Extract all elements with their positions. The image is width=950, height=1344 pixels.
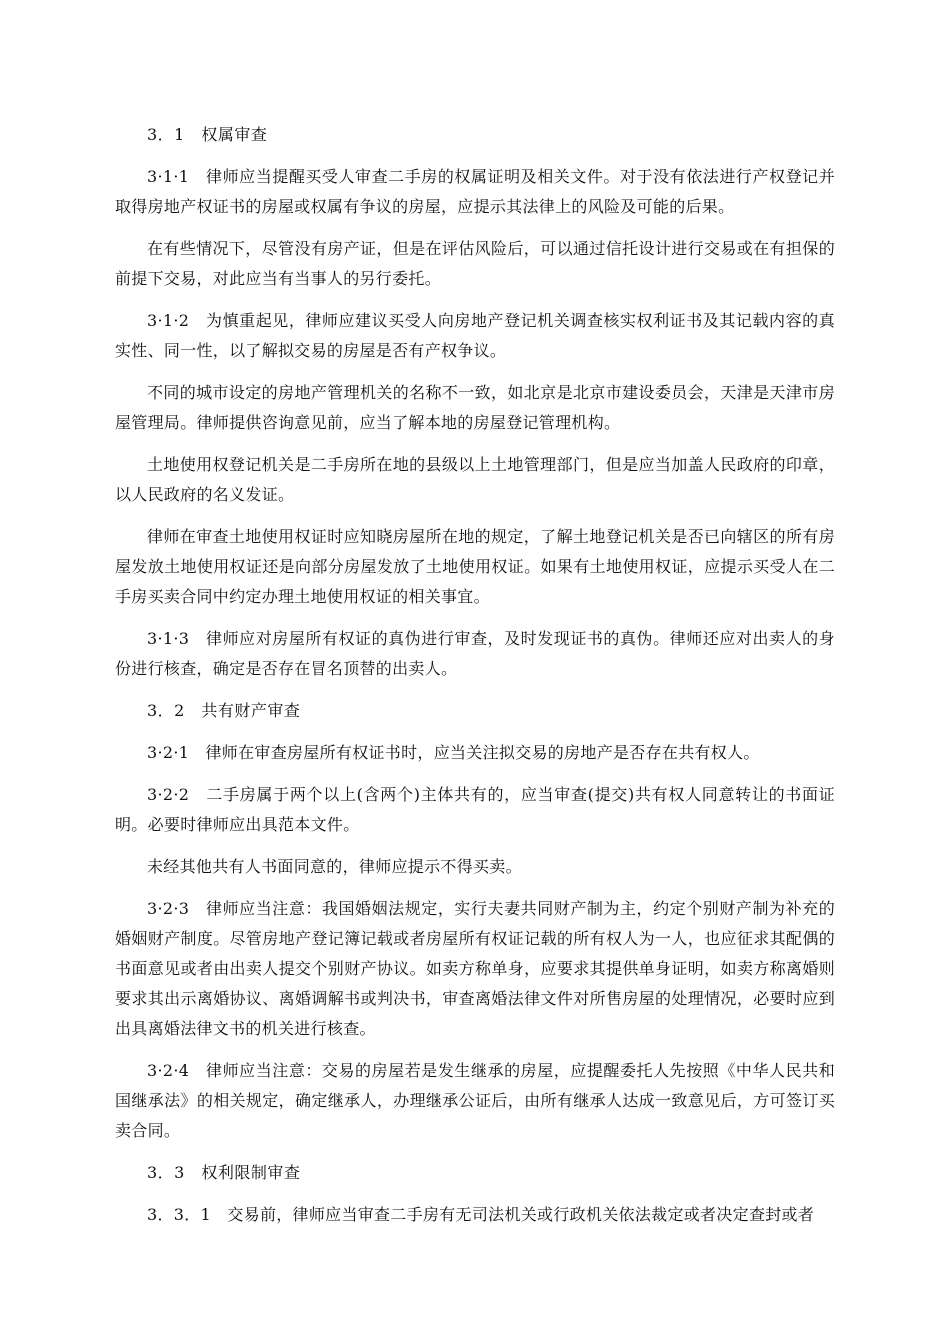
- paragraph: 3·2·1 律师在审查房屋所有权证书时，应当关注拟交易的房地产是否存在共有权人。: [147, 743, 760, 762]
- paragraph: 3．3．1 交易前，律师应当审查二手房有无司法机关或行政机关依法裁定或者决定查封或者: [147, 1205, 815, 1224]
- paragraph: 3·1·1 律师应当提醒买受人审查二手房的权属证明及相关文件。对于没有依法进行产权登记并取得房地产权证书的房屋或权属有争议的房屋，应提示其法律上的风险及可能的后果。: [115, 167, 835, 216]
- paragraph: 未经其他共有人书面同意的，律师应提示不得买卖。: [147, 857, 522, 876]
- paragraph: 3·1·2 为慎重起见，律师应建议买受人向房地产登记机关调查核实权利证书及其记载内容的真实性、同一性，以了解拟交易的房屋是否有产权争议。: [115, 311, 835, 360]
- section-heading: 3．3 权利限制审查: [147, 1163, 301, 1182]
- document-body: [115, 120, 835, 1242]
- paragraph: 3·1·3 律师应对房屋所有权证的真伪进行审查，及时发现证书的真伪。律师还应对出卖人的身份进行核查，确定是否存在冒名顶替的出卖人。: [115, 629, 835, 678]
- paragraph: 3·2·4 律师应当注意：交易的房屋若是发生继承的房屋，应提醒委托人先按照《中华人民共和国继承法》的相关规定，确定继承人，办理继承公证后，由所有继承人达成一致意见后，方可签订买卖合同。: [115, 1061, 835, 1140]
- section-heading: 3．2 共有财产审查: [147, 701, 301, 720]
- paragraph: 律师在审查土地使用权证时应知晓房屋所在地的规定，了解土地登记机关是否已向辖区的所有房屋发放土地使用权证还是向部分房屋发放了土地使用权证。如果有土地使用权证，应提示买受人在二手房买卖合同中约定办理土地使用权证的相关事宜。: [115, 527, 835, 606]
- paragraph: 3·2·3 律师应当注意：我国婚姻法规定，实行夫妻共同财产制为主，约定个别财产制为补充的婚姻财产制度。尽管房地产登记簿记载或者房屋所有权证记载的所有权人为一人，也应征求其配偶的书面意见或者由出卖人提交个别财产协议。如卖方称单身，应要求其提供单身证明，如卖方称离婚则要求其出示离婚协议、离婚调解书或判决书，审查离婚法律文件对所售房屋的处理情况，必要时应到出具离婚法律文书的机关进行核查。: [115, 899, 835, 1038]
- paragraph: 在有些情况下，尽管没有房产证，但是在评估风险后，可以通过信托设计进行交易或在有担保的前提下交易，对此应当有当事人的另行委托。: [115, 239, 835, 288]
- paragraph: 土地使用权登记机关是二手房所在地的县级以上土地管理部门，但是应当加盖人民政府的印章，以人民政府的名义发证。: [115, 455, 835, 504]
- paragraph: 不同的城市设定的房地产管理机关的名称不一致，如北京是北京市建设委员会，天津是天津市房屋管理局。律师提供咨询意见前，应当了解本地的房屋登记管理机构。: [115, 383, 835, 432]
- section-heading: 3．1 权属审查: [147, 125, 268, 144]
- paragraph: 3·2·2 二手房属于两个以上(含两个)主体共有的，应当审查(提交)共有权人同意转让的书面证明。必要时律师应出具范本文件。: [115, 785, 835, 834]
